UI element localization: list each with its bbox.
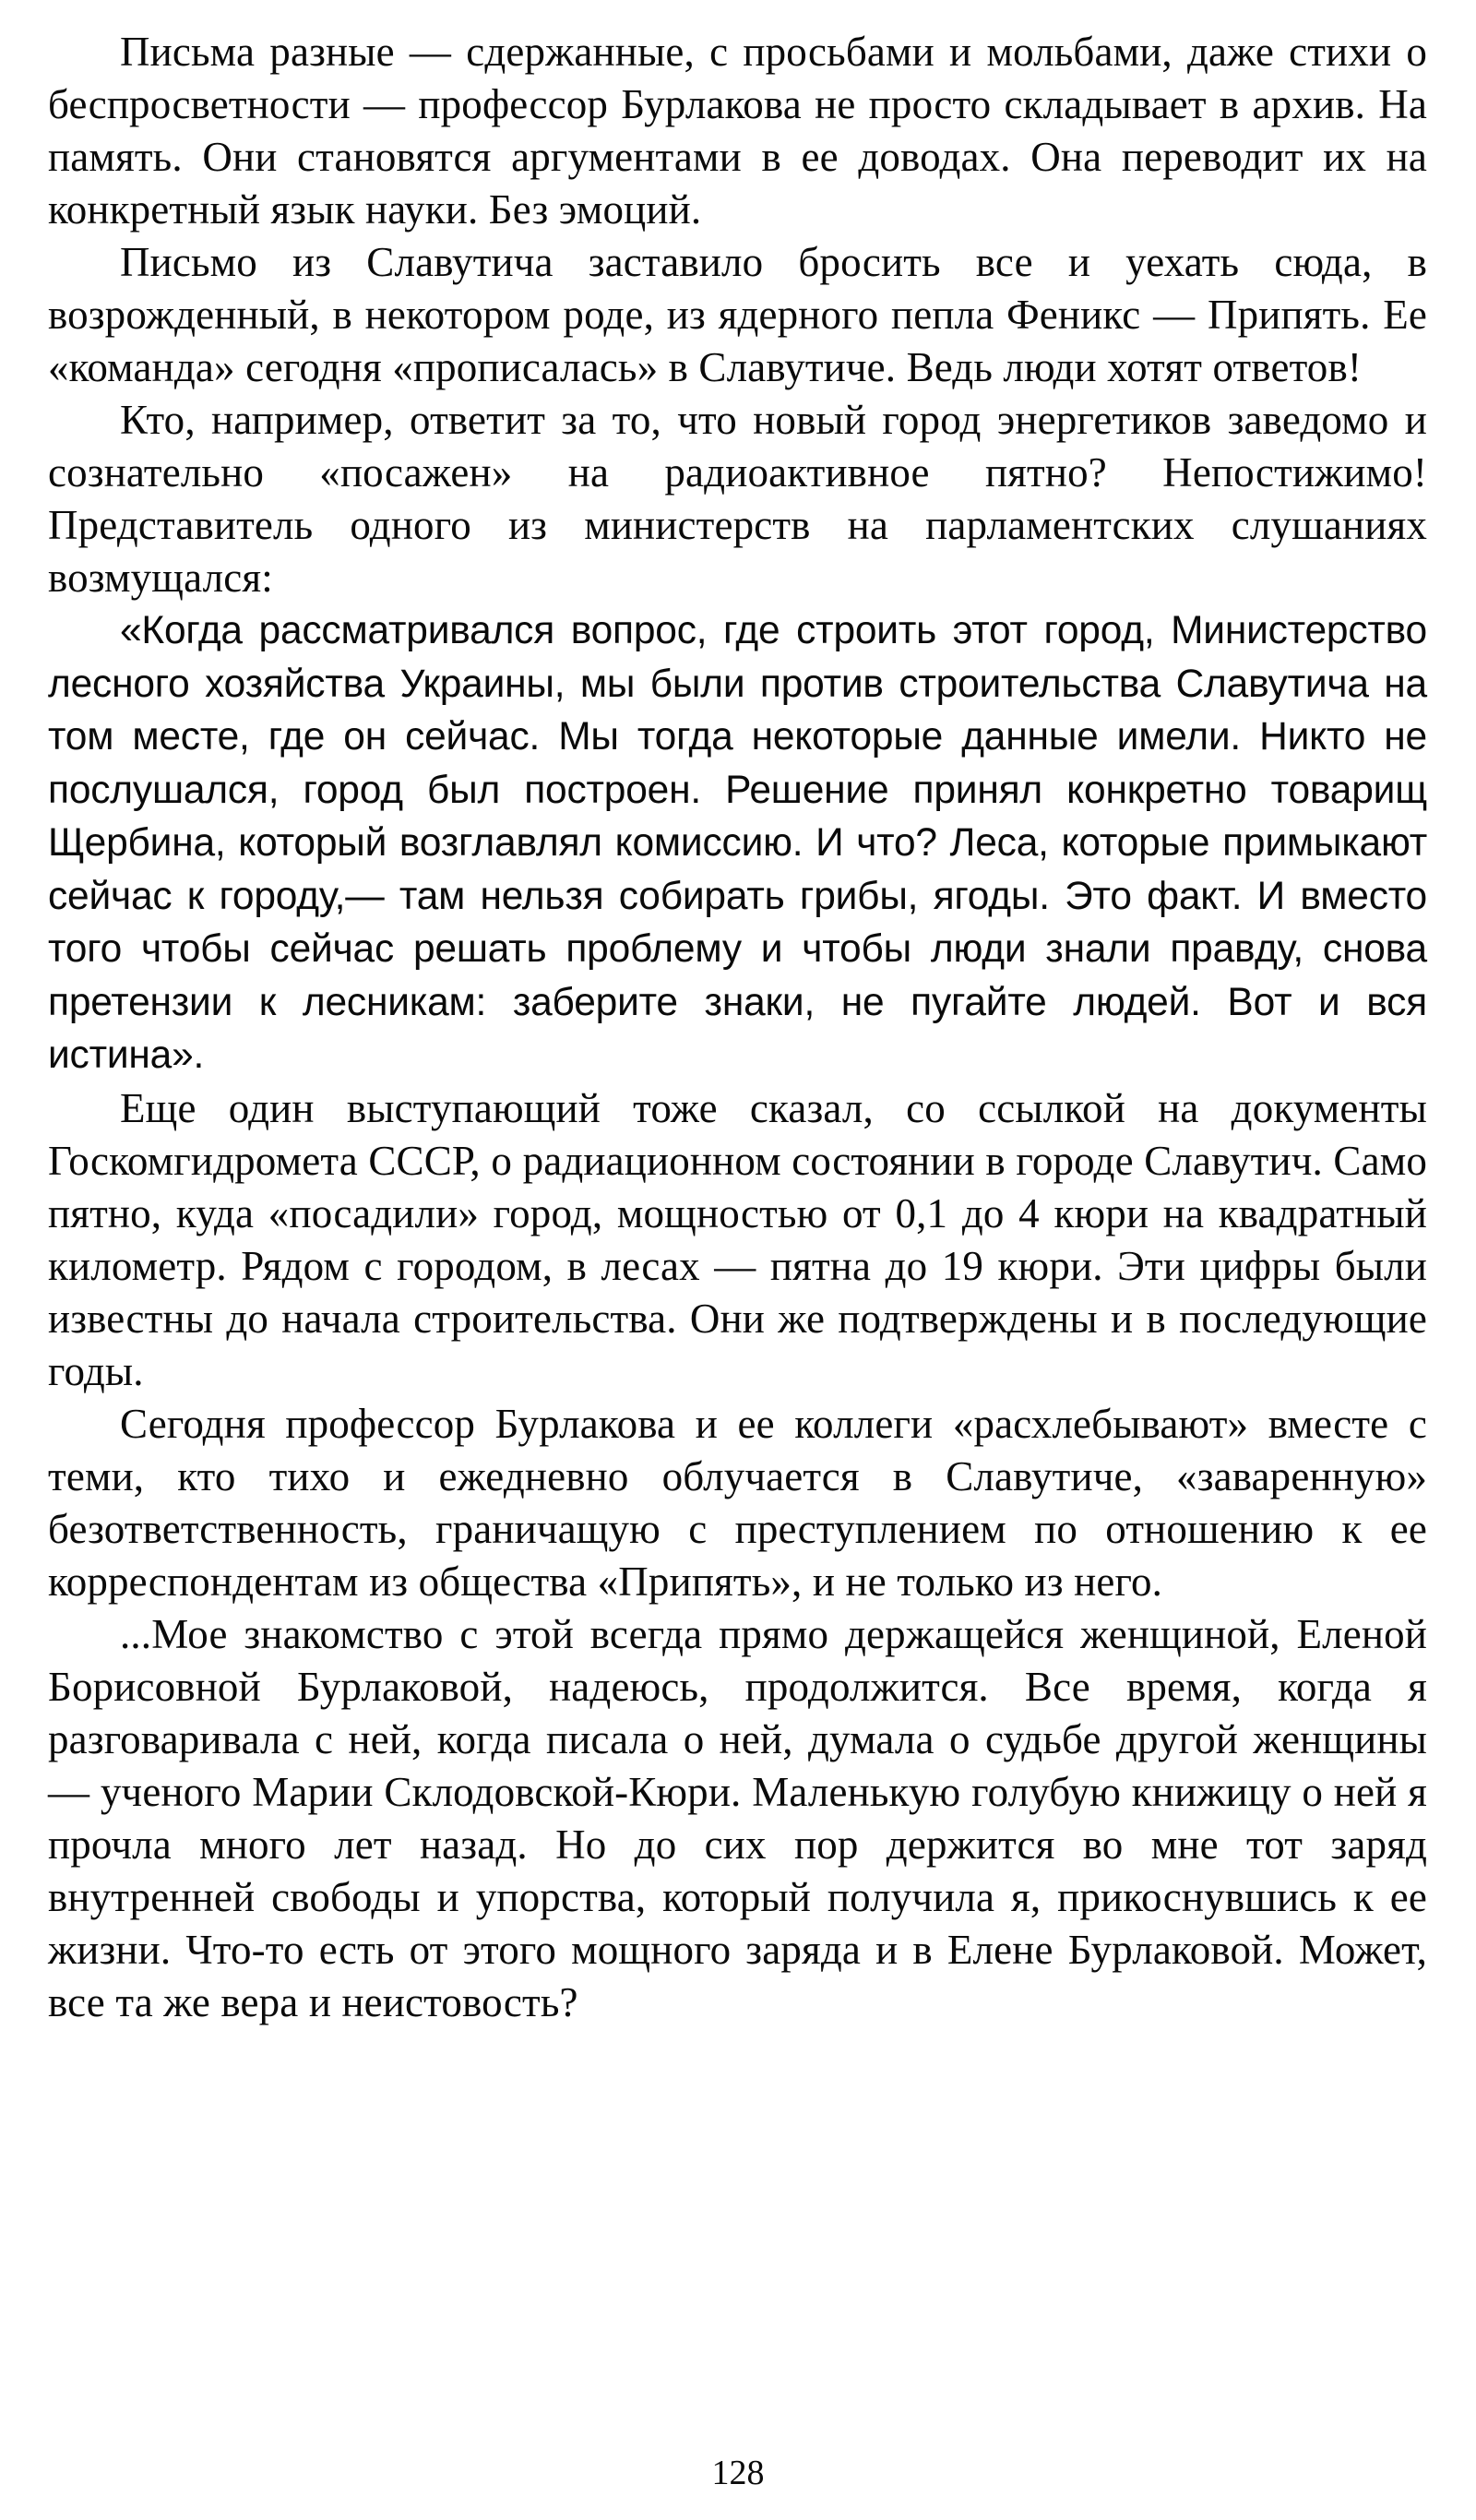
paragraph-who-answers: Кто, например, ответит за то, что новый город энергетиков заведомо и сознательно «посажен» на радиоактивное пятно? Непостижимо! Представитель одного из министерств на парламентских слушаниях возмущался: <box>48 397 1427 601</box>
paragraph-acquaintance: ...Мое знакомство с этой всегда прямо держащейся женщиной, Еленой Борисовной Бурлаковой, надеюсь, продолжится. Все время, когда я разговаривала с ней, когда писала о ней, думала о судьбе другой женщины — ученого Марии Склодовской-Кюри. Маленькую голубую книжицу о ней я прочла много лет назад. Но до сих пор держится во мне тот заряд внутренней свободы и упорства, который получила я, прикоснувшись к ее жизни. Что-то есть от этого мощного заряда и в Елене Бурлаковой. Может, все та же вера и неистовость? <box>48 1610 1427 2025</box>
paragraph-goskomgidromet: Еще один выступающий тоже сказал, со ссылкой на документы Госкомгидромета СССР, о радиационном состоянии в городе Славутич. Само пятно, куда «посадили» город, мощностью от 0,1 до 4 кюри на квадратный километр. Рядом с городом, в лесах — пятна до 19 кюри. Эти цифры были известны до начала строительства. Они же подтверждены и в последующие годы. <box>48 1084 1427 1394</box>
paragraph-slavutich-letter: Письмо из Славутича заставило бросить все и уехать сюда, в возрожденный, в некотором роде, из ядерного пепла Феникс — Припять. Ее «команда» сегодня «прописалась» в Славутиче. Ведь люди хотят ответов! <box>48 239 1427 390</box>
quote-ministry-statement: «Когда рассматривался вопрос, где строить этот город, Министерство лесного хозяйства Украины, мы были против строительства Славутича на том месте, где он сейчас. Мы тогда некоторые данные имели. Никто не послушался, город был построен. Решение принял конкретно товарищ Щербина, который возглавлял комиссию. И что? Леса, которые примыкают сейчас к городу,— там нельзя собирать грибы, ягоды. Это факт. И вместо того чтобы сейчас решать проблему и чтобы люди знали правду, снова претензии к лесникам: заберите знаки, не пугайте людей. Вот и вся истина». <box>48 609 1427 1077</box>
page-body <box>48 26 1427 2029</box>
paragraph-burlakova-today: Сегодня профессор Бурлакова и ее коллеги «расхлебывают» вместе с теми, кто тихо и ежедневно облучается в Славутиче, «заваренную» безответственность, граничащую с преступлением по отношению к ее корреспондентам из общества «Припять», и не только из него. <box>48 1400 1427 1605</box>
paragraph-letters: Письма разные — сдержанные, с просьбами и мольбами, даже стихи о беспросветности — профессор Бурлакова не просто складывает в архив. На память. Они становятся аргументами в ее доводах. Она переводит их на конкретный язык науки. Без эмоций. <box>48 29 1427 233</box>
page-number: 128 <box>711 2454 765 2492</box>
